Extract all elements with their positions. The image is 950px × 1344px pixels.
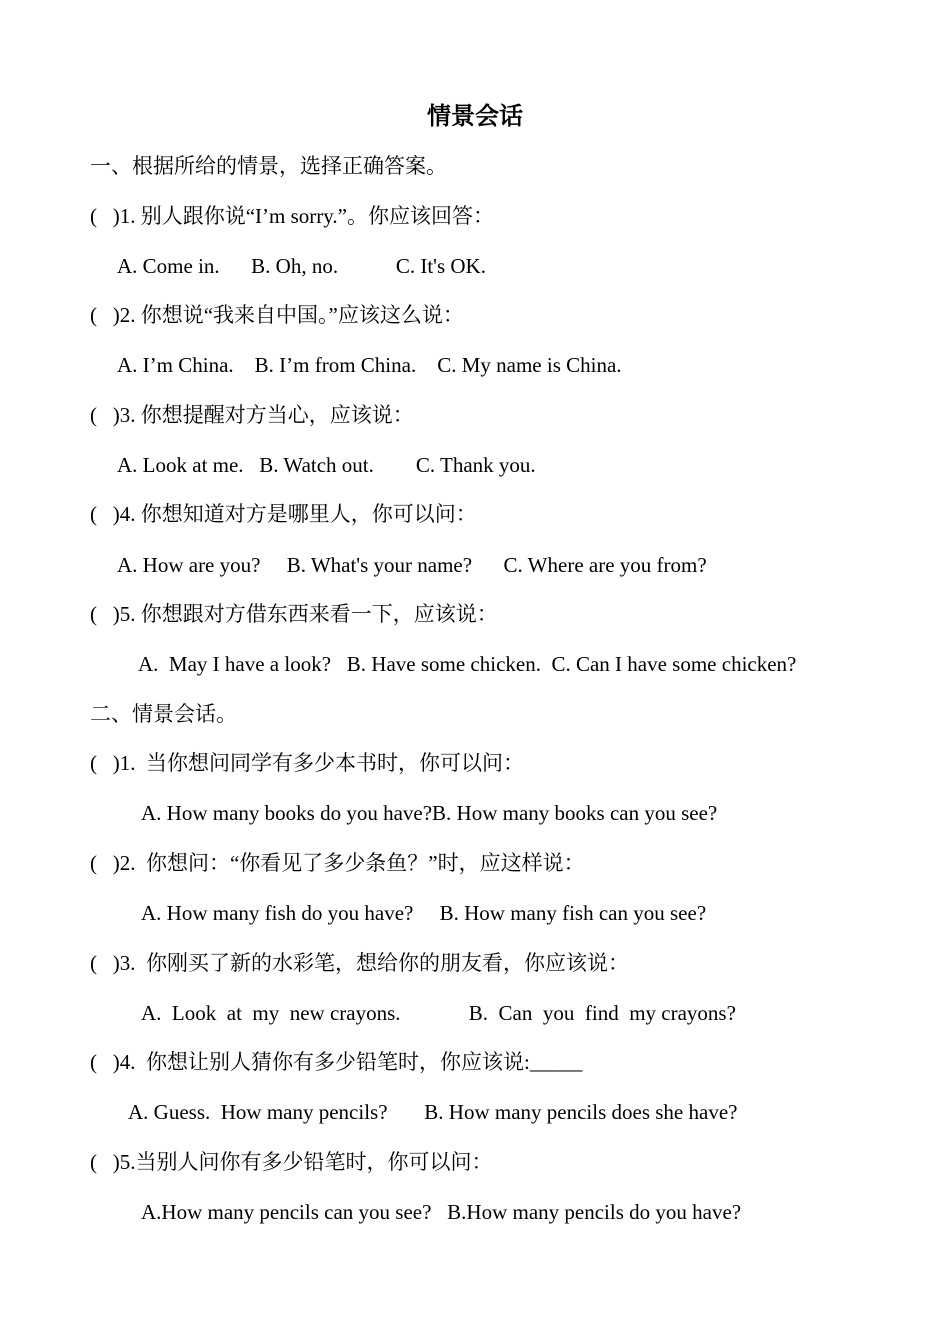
s2-options-3: A. Look at my new crayons. B. Can you find my crayons? (141, 1001, 736, 1025)
s2-options-5: A.How many pencils can you see? B.How many pencils do you have? (141, 1200, 742, 1224)
s1-options-5: A. May I have a look? B. Have some chicken. C. Can I have some chicken? (138, 652, 797, 676)
s2-question-5: ( )5.当别人问你有多少铅笔时，你可以问： (90, 1150, 493, 1174)
section1-heading: 一、根据所给的情景，选择正确答案。 (90, 154, 447, 178)
s1-options-3: A. Look at me. B. Watch out. C. Thank you. (117, 453, 536, 477)
s2-question-2: ( )2. 你想问：“你看见了多少条鱼？”时，应这样说： (90, 851, 585, 875)
s2-question-3: ( )3. 你刚买了新的水彩笔，想给你的朋友看，你应该说： (90, 951, 629, 975)
page-title: 情景会话 (427, 104, 523, 130)
s1-question-1: ( )1. 别人跟你说“I’m sorry.”。你应该回答： (90, 204, 494, 228)
s2-question-4: ( )4. 你想让别人猜你有多少铅笔时，你应该说:_____ (90, 1050, 583, 1074)
s1-question-2: ( )2. 你想说“我来自中国。”应该这么说： (90, 303, 464, 327)
s1-options-2: A. I’m China. B. I’m from China. C. My name is China. (117, 353, 622, 377)
s1-question-5: ( )5. 你想跟对方借东西来看一下，应该说： (90, 602, 498, 626)
s1-question-3: ( )3. 你想提醒对方当心，应该说： (90, 403, 414, 427)
s1-question-4: ( )4. 你想知道对方是哪里人，你可以问： (90, 502, 477, 526)
s2-question-1: ( )1. 当你想问同学有多少本书时，你可以问： (90, 751, 524, 775)
s2-options-4: A. Guess. How many pencils? B. How many pencils does she have? (128, 1100, 738, 1124)
s1-options-4: A. How are you? B. What's your name? C. Where are you from? (117, 553, 707, 577)
section2-heading: 二、情景会话。 (90, 702, 237, 726)
s1-options-1: A. Come in. B. Oh, no. C. It's OK. (117, 254, 486, 278)
s2-options-2: A. How many fish do you have? B. How many fish can you see? (141, 901, 707, 925)
s2-options-1: A. How many books do you have?B. How many books can you see? (141, 801, 718, 825)
